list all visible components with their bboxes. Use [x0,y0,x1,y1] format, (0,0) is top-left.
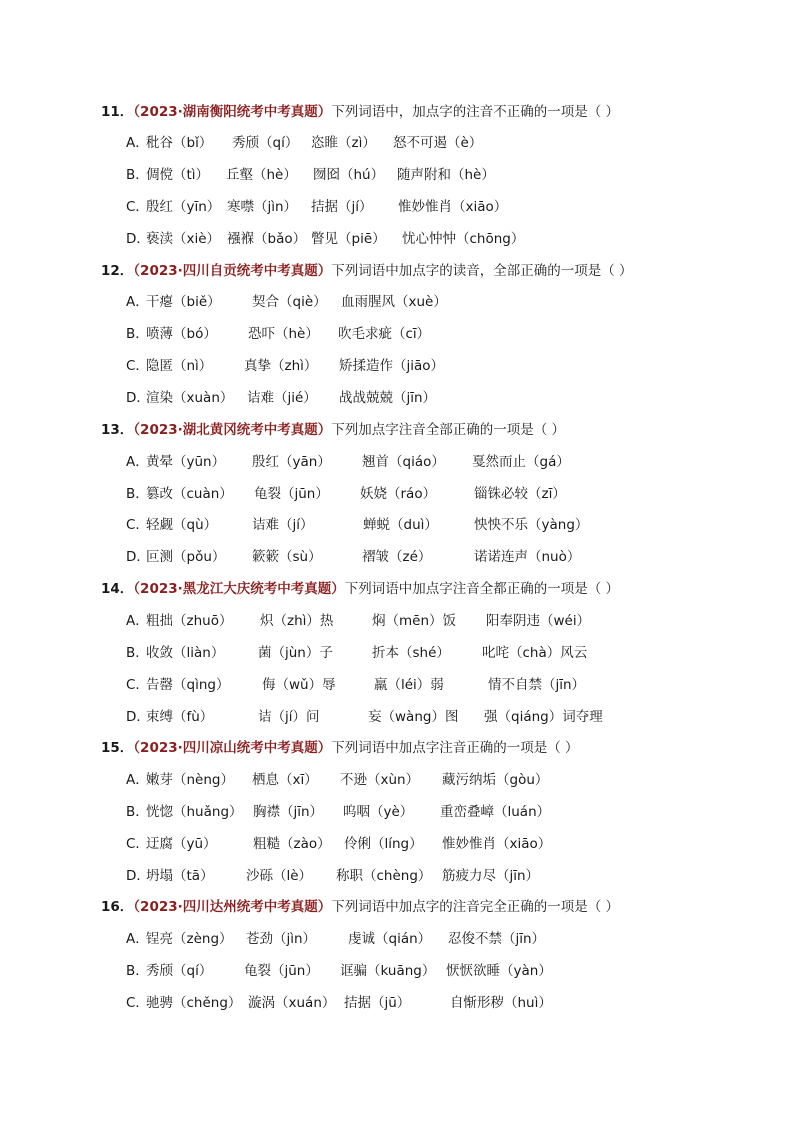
question-source: 2023·黑龙江大庆统考中考真题 [140,581,332,597]
option-item: 驰骋（chěng） [146,995,242,1011]
option-item: 锱铢必较（zī） [474,486,566,502]
option-item: 嫩芽（nèng） [146,772,234,788]
question-number: 14． [101,581,134,597]
question-11-stem: 11．（2023·湖南衡阳统考中考真题）下列词语中，加点字的注音不正确的一项是（ ） [101,104,620,120]
question-source: 2023·四川自贡统考中考真题 [140,263,318,279]
option-item: 吹毛求疵（cī） [338,326,431,342]
question-14-stem: 14．（2023·黑龙江大庆统考中考真题）下列词语中加点字注音全都正确的一项是（ ） [101,581,620,597]
question-text: 下列词语中加点字注音正确的一项是（ ） [331,740,579,756]
option-item: 粗糙（zào） [253,836,331,852]
option-item: 蝉蜕（duì） [363,517,438,533]
option-item: 秕谷（bǐ） [146,135,213,151]
question-source: 2023·湖南衡阳统考中考真题 [140,104,318,120]
option-item: 羸（léi）弱 [374,677,444,693]
option-row: D． 坍塌（tā） 沙砾（lè） 称职（chèng） 筋疲力尽（jīn） [126,868,540,884]
option-item: 拮据（jū） [344,995,411,1011]
option-item: 粗拙（zhuō） [146,613,233,629]
option-item: 契合（qiè） [252,294,327,310]
option-item: 忧心忡忡（chōng） [402,231,525,247]
question-text: 下列加点字注音全部正确的一项是（ ） [331,422,566,438]
option-item: 戛然而止（gá） [472,454,570,470]
option-item: 呜咽（yè） [343,804,414,820]
option-row: B． 收敛（liàn） 菌（jùn）子 折本（shé） 叱咤（chà）风云 [126,645,588,661]
option-item: 筋疲力尽（jīn） [442,868,540,884]
option-item: 强（qiáng）词夺理 [484,709,603,725]
option-item: 干瘪（biě） [146,294,221,310]
option-item: 血雨腥风（xuè） [341,294,447,310]
option-item: 炽（zhì）热 [260,613,334,629]
option-item: 叵测（pǒu） [146,549,226,565]
option-item: 诘难（jí） [252,517,314,533]
option-row: A． 黄晕（yūn） 殷红（yān） 翘首（qiáo） 戛然而止（gá） [126,454,570,470]
option-item: 秀颀（qí） [146,963,213,979]
option-item: 寒噤（jìn） [227,199,298,215]
option-item: 拮据（jí） [311,199,373,215]
option-item: 束缚（fù） [146,709,214,725]
option-item: 坍塌（tā） [146,868,214,884]
option-item: 恐吓（hè） [248,326,319,342]
option-item: 矫揉造作（jiāo） [339,358,445,374]
option-row: D． 叵测（pǒu） 簌簌（sù） 褶皱（zé） 诺诺连声（nuò） [126,549,581,565]
option-item: 龟裂（jūn） [244,963,319,979]
option-item: 隐匿（nì） [146,358,213,374]
option-item: 随声附和（hè） [397,167,495,183]
option-item: 襁褓（bǎo） [227,231,307,247]
option-item: 藏污纳垢（gòu） [442,772,549,788]
option-item: 诘难（jié） [247,390,317,406]
option-row: A． 干瘪（biě） 契合（qiè） 血雨腥风（xuè） [126,294,447,310]
option-item: 重峦叠嶂（luán） [440,804,551,820]
option-row: D． 亵渎（xiè） 襁褓（bǎo） 瞥见（piē） 忧心忡忡（chōng） [126,231,525,247]
option-item: 称职（chèng） [336,868,432,884]
option-item: 虔诚（qián） [348,931,432,947]
option-item: 囫囵（hú） [313,167,385,183]
option-item: 倜傥（tì） [146,167,210,183]
option-item: 伶俐（líng） [344,836,423,852]
option-item: 喷薄（bó） [146,326,217,342]
option-row: B． 喷薄（bó） 恐吓（hè） 吹毛求疵（cī） [126,326,431,342]
option-item: 焖（mēn）饭 [372,613,457,629]
option-item: 秀颀（qí） [232,135,299,151]
option-item: 收敛（liàn） [146,645,225,661]
option-item: 亵渎（xiè） [146,231,221,247]
option-item: 阳奉阴违（wéi） [486,613,591,629]
question-text: 下列词语中，加点字的注音不正确的一项是（ ） [331,104,620,120]
question-source: 2023·四川达州统考中考真题 [140,899,318,915]
option-row: A． 秕谷（bǐ） 秀颀（qí） 恣睢（zì） 怒不可遏（è） [126,135,483,151]
option-item: 诘（jí）问 [258,709,320,725]
option-item: 战战兢兢（jīn） [339,390,437,406]
option-item: 自惭形秽（huì） [450,995,552,1011]
question-12-stem: 12．（2023·四川自贡统考中考真题）下列词语中加点字的读音，全部正确的一项是（ ） [101,263,633,279]
option-item: 黄晕（yūn） [146,454,226,470]
option-item: 簌簌（sù） [252,549,322,565]
option-item: 龟裂（jūn） [254,486,329,502]
option-item: 惟妙惟肖（xiāo） [398,199,508,215]
question-number: 13． [101,422,134,438]
option-row: A． 粗拙（zhuō） 炽（zhì）热 焖（mēn）饭 阳奉阴违（wéi） [126,613,591,629]
option-item: 妄（wàng）图 [368,709,459,725]
question-source: 2023·湖北黄冈统考中考真题 [140,422,318,438]
option-item: 侮（wǔ）辱 [262,677,336,693]
option-item: 殷红（yīn） [146,199,221,215]
option-item: 丘壑（hè） [226,167,297,183]
option-row: B． 篡改（cuàn） 龟裂（jūn） 妖娆（ráo） 锱铢必较（zī） [126,486,566,502]
question-16-stem: 16．（2023·四川达州统考中考真题）下列词语中加点字的注音完全正确的一项是（ ） [101,899,620,915]
option-row: B． 秀颀（qí） 龟裂（jūn） 诓骗（kuāng） 恹恹欲睡（yàn） [126,963,552,979]
question-15-stem: 15．（2023·四川凉山统考中考真题）下列词语中加点字注音正确的一项是（ ） [101,740,579,756]
option-item: 迂腐（yū） [146,836,217,852]
option-item: 真挚（zhì） [244,358,318,374]
option-item: 苍劲（jìn） [246,931,317,947]
option-row: A． 嫩芽（nèng） 栖息（xī） 不逊（xùn） 藏污纳垢（gòu） [126,772,549,788]
option-item: 怏怏不乐（yàng） [474,517,589,533]
option-item: 漩涡（xuán） [248,995,336,1011]
option-item: 殷红（yān） [252,454,331,470]
option-item: 胸襟（jīn） [253,804,324,820]
option-item: 诓骗（kuāng） [340,963,436,979]
option-item: 告罄（qìng） [146,677,230,693]
option-item: 恣睢（zì） [311,135,376,151]
option-item: 叱咤（chà）风云 [482,645,588,661]
option-item: 妖娆（ráo） [360,486,437,502]
option-item: 恹恹欲睡（yàn） [446,963,552,979]
option-item: 瞥见（piē） [311,231,386,247]
option-row: B． 恍惚（huǎng） 胸襟（jīn） 呜咽（yè） 重峦叠嶂（luán） [126,804,551,820]
option-item: 轻觑（qù） [146,517,218,533]
option-item: 栖息（xī） [252,772,318,788]
option-item: 不逊（xùn） [340,772,420,788]
question-number: 16． [101,899,134,915]
option-item: 翘首（qiáo） [362,454,445,470]
option-row: D． 渲染（xuàn） 诘难（jié） 战战兢兢（jīn） [126,390,437,406]
option-row: C． 殷红（yīn） 寒噤（jìn） 拮据（jí） 惟妙惟肖（xiāo） [126,199,508,215]
option-row: C． 轻觑（qù） 诘难（jí） 蝉蜕（duì） 怏怏不乐（yàng） [126,517,589,533]
option-item: 怒不可遏（è） [393,135,483,151]
question-number: 12． [101,263,134,279]
option-row: C． 驰骋（chěng） 漩涡（xuán） 拮据（jū） 自惭形秽（huì） [126,995,552,1011]
option-row: C． 隐匿（nì） 真挚（zhì） 矫揉造作（jiāo） [126,358,445,374]
option-item: 渲染（xuàn） [146,390,234,406]
question-text: 下列词语中加点字的读音，全部正确的一项是（ ） [331,263,633,279]
option-item: 恍惚（huǎng） [146,804,243,820]
option-item: 锃亮（zèng） [146,931,233,947]
question-text: 下列词语中加点字注音全都正确的一项是（ ） [344,581,620,597]
option-item: 诺诺连声（nuò） [474,549,581,565]
question-number: 15． [101,740,134,756]
option-row: B． 倜傥（tì） 丘壑（hè） 囫囵（hú） 随声附和（hè） [126,167,495,183]
option-item: 篡改（cuàn） [146,486,233,502]
question-text: 下列词语中加点字的注音完全正确的一项是（ ） [331,899,620,915]
option-row: D． 束缚（fù） 诘（jí）问 妄（wàng）图 强（qiáng）词夺理 [126,709,603,725]
option-item: 折本（shé） [372,645,450,661]
option-item: 情不自禁（jīn） [488,677,586,693]
option-row: C． 告罄（qìng） 侮（wǔ）辱 羸（léi）弱 情不自禁（jīn） [126,677,586,693]
question-source: 2023·四川凉山统考中考真题 [140,740,318,756]
option-item: 褶皱（zé） [362,549,432,565]
option-item: 沙砾（lè） [246,868,313,884]
option-item: 忍俊不禁（jīn） [448,931,546,947]
option-row: A． 锃亮（zèng） 苍劲（jìn） 虔诚（qián） 忍俊不禁（jīn） [126,931,546,947]
option-item: 菌（jùn）子 [258,645,333,661]
option-row: C． 迂腐（yū） 粗糙（zào） 伶俐（líng） 惟妙惟肖（xiāo） [126,836,552,852]
question-13-stem: 13．（2023·湖北黄冈统考中考真题）下列加点字注音全部正确的一项是（ ） [101,422,566,438]
question-number: 11． [101,104,134,120]
option-item: 惟妙惟肖（xiāo） [442,836,552,852]
